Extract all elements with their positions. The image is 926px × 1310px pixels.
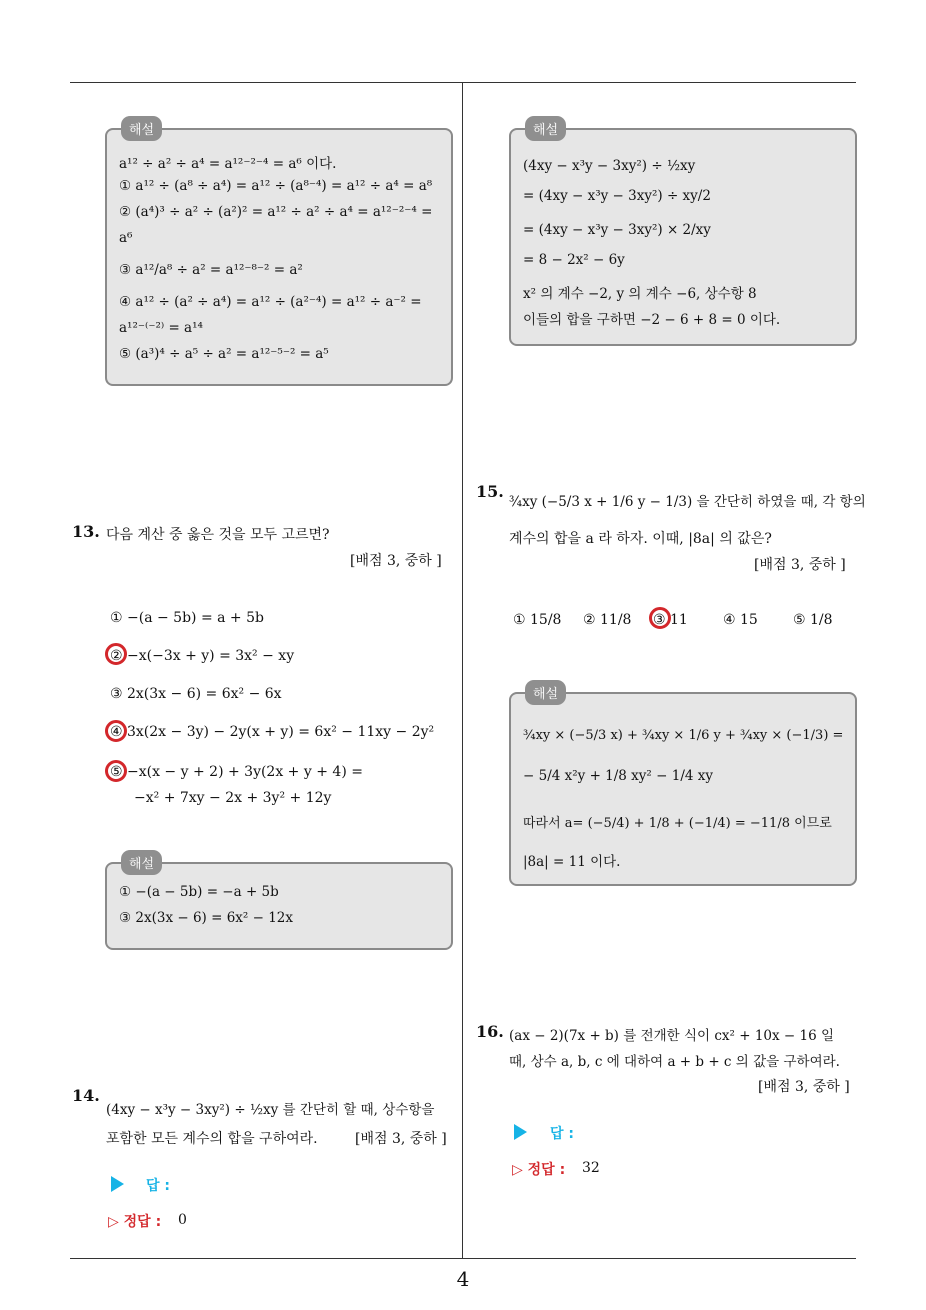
page-number: 4 xyxy=(456,1267,470,1291)
solution-line: ¾xy × (−5/3 x) + ¾xy × 1/6 y + ¾xy × (−1/3) = xyxy=(523,728,844,743)
correct-answer-label: ▷ 정답 : xyxy=(108,1214,162,1230)
q13-option-3[interactable]: ③ 2x(3x − 6) = 6x² − 6x xyxy=(110,686,282,702)
correct-answer-label: ▷ 정답 : xyxy=(512,1162,566,1178)
solution-box-q13 xyxy=(105,857,453,950)
solution-line: 이들의 합을 구하면 −2 − 6 + 8 = 0 이다. xyxy=(523,312,781,328)
solution-line: ③ a¹²/a⁸ ÷ a² = a¹²⁻⁸⁻² = a² xyxy=(119,262,303,278)
q13-option-1[interactable]: ① −(a − 5b) = a + 5b xyxy=(110,610,264,626)
q15-option-3[interactable]: ③ 11 xyxy=(653,612,688,628)
answer-label: 답 : xyxy=(146,1178,170,1194)
solution-line: ① −(a − 5b) = −a + 5b xyxy=(119,884,279,900)
question-number-16: 16. xyxy=(476,1022,504,1041)
solution-line: ④ a¹² ÷ (a² ÷ a⁴) = a¹² ÷ (a²⁻⁴) = a¹² ÷ a⁻² = xyxy=(119,294,422,310)
correct-answer-value: 32 xyxy=(582,1160,600,1176)
question-score-16: [배점 3, 중하 ] xyxy=(758,1079,850,1095)
question-text-16-line2: 때, 상수 a, b, c 에 대하여 a + b + c 의 값을 구하여라. xyxy=(509,1054,840,1070)
question-score-15: [배점 3, 중하 ] xyxy=(754,557,846,573)
top-rule xyxy=(70,82,856,83)
solution-line: = 8 − 2x² − 6y xyxy=(523,252,625,268)
question-number-13: 13. xyxy=(72,522,100,541)
question-text-14-line1: (4xy − x³y − 3xy²) ÷ ½xy 를 간단히 할 때, 상수항을 xyxy=(106,1102,435,1118)
solution-line: a⁶ xyxy=(119,230,133,246)
solution-tag: 해설 xyxy=(525,680,566,705)
solution-line: = (4xy − x³y − 3xy²) ÷ xy/2 xyxy=(523,188,711,204)
solution-line: a¹²⁻⁽⁻²⁾ = a¹⁴ xyxy=(119,320,203,336)
bottom-rule xyxy=(70,1258,856,1259)
solution-line: = (4xy − x³y − 3xy²) × 2/xy xyxy=(523,222,711,238)
question-score-13: [배점 3, 중하 ] xyxy=(350,553,442,569)
question-number-14: 14. xyxy=(72,1086,100,1105)
play-arrow-icon xyxy=(514,1124,527,1140)
question-text-16-line1: (ax − 2)(7x + b) 를 전개한 식이 cx² + 10x − 16 일 xyxy=(509,1028,835,1044)
q13-option-2[interactable]: ② −x(−3x + y) = 3x² − xy xyxy=(110,648,295,664)
solution-box-q15 xyxy=(509,687,857,886)
solution-tag: 해설 xyxy=(121,850,162,875)
question-text-15-line1: ¾xy (−5/3 x + 1/6 y − 1/3) 을 간단히 하였을 때, 각 항의 xyxy=(509,494,866,510)
solution-line: ⑤ (a³)⁴ ÷ a⁵ ÷ a² = a¹²⁻⁵⁻² = a⁵ xyxy=(119,346,329,362)
solution-line: (4xy − x³y − 3xy²) ÷ ½xy xyxy=(523,158,696,174)
answer-label: 답 : xyxy=(550,1126,574,1142)
question-number-15: 15. xyxy=(476,482,504,501)
solution-box-q12 xyxy=(105,123,453,386)
question-text-14-line2: 포함한 모든 계수의 합을 구하여라. xyxy=(106,1131,318,1147)
q15-option-2[interactable]: ② 11/8 xyxy=(583,612,632,628)
question-score-14: [배점 3, 중하 ] xyxy=(355,1131,447,1147)
play-arrow-icon xyxy=(111,1176,124,1192)
correct-label-text: 정답 : xyxy=(527,1162,566,1178)
solution-line: − 5/4 x²y + 1/8 xy² − 1/4 xy xyxy=(523,768,713,784)
solution-line: |8a| = 11 이다. xyxy=(523,854,621,870)
correct-label-text: 정답 : xyxy=(123,1214,162,1230)
solution-line: ③ 2x(3x − 6) = 6x² − 12x xyxy=(119,910,294,926)
q15-option-4[interactable]: ④ 15 xyxy=(723,612,758,628)
column-divider xyxy=(462,83,463,1258)
solution-box-q14 xyxy=(509,123,857,346)
solution-line: ② (a⁴)³ ÷ a² ÷ (a²)² = a¹² ÷ a² ÷ a⁴ = a¹²⁻²⁻⁴ = xyxy=(119,204,433,220)
q15-option-1[interactable]: ① 15/8 xyxy=(513,612,562,628)
q15-option-5[interactable]: ⑤ 1/8 xyxy=(793,612,833,628)
solution-tag: 해설 xyxy=(121,116,162,141)
solution-line: x² 의 계수 −2, y 의 계수 −6, 상수항 8 xyxy=(523,286,757,302)
q13-option-4[interactable]: ④ 3x(2x − 3y) − 2y(x + y) = 6x² − 11xy − 2y² xyxy=(110,724,435,740)
solution-line: 따라서 a= (−5/4) + 1/8 + (−1/4) = −11/8 이므로 xyxy=(523,816,832,831)
correct-answer-value: 0 xyxy=(178,1212,187,1228)
solution-line: ① a¹² ÷ (a⁸ ÷ a⁴) = a¹² ÷ (a⁸⁻⁴) = a¹² ÷ a⁴ = a⁸ xyxy=(119,178,433,194)
q13-option-5-continued: −x² + 7xy − 2x + 3y² + 12y xyxy=(134,790,332,806)
solution-tag: 해설 xyxy=(525,116,566,141)
solution-line: a¹² ÷ a² ÷ a⁴ = a¹²⁻²⁻⁴ = a⁶ 이다. xyxy=(119,156,337,172)
question-text-13: 다음 계산 중 옳은 것을 모두 고르면? xyxy=(106,527,330,543)
q13-option-5[interactable]: ⑤ −x(x − y + 2) + 3y(2x + y + 4) = xyxy=(110,764,363,780)
question-text-15-line2: 계수의 합을 a 라 하자. 이때, |8a| 의 값은? xyxy=(509,531,772,547)
